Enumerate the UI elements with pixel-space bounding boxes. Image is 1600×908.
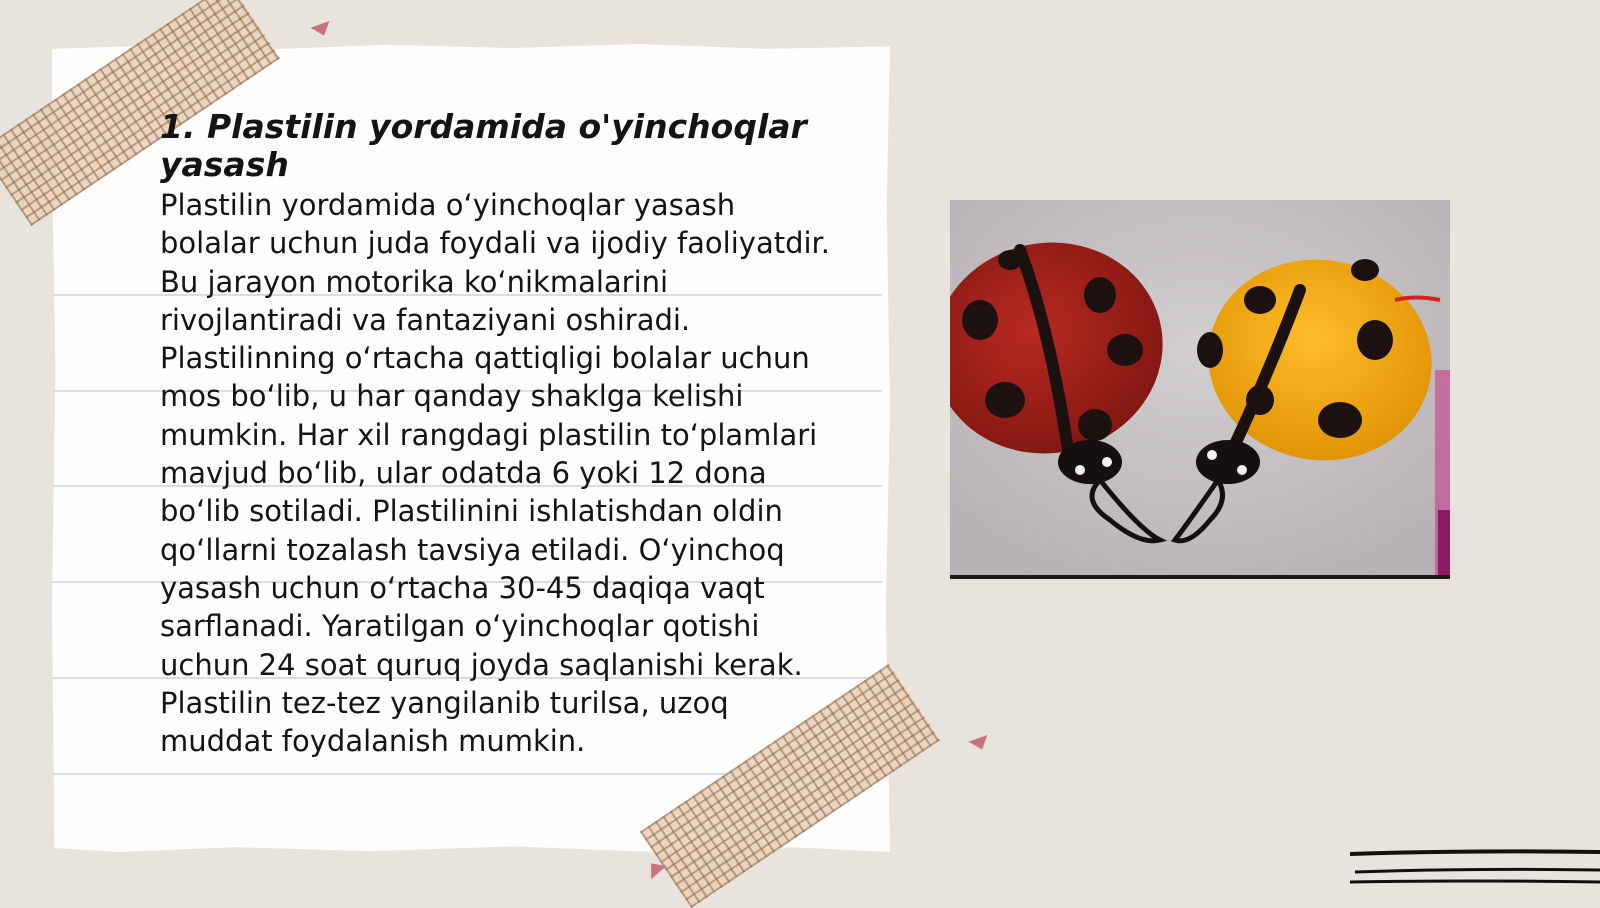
ladybug-photo: [950, 200, 1450, 579]
tape-tip-icon: [969, 735, 992, 753]
slide-title: 1. Plastilin yordamida o'yinchoqlar yasash: [160, 107, 807, 184]
tape-tip-icon: [311, 21, 334, 39]
ladybug-illustration: [950, 200, 1450, 575]
slide-body-text: Plastilin yordamida oʻyinchoqlar yasash bolalar uchun juda foydali va ijodiy faoliyatdir. Bu jarayon motorika koʻnikmalarini rivojlantiradi va fantaziyani oshiradi. Plastilinning oʻrtacha qattiqligi bolalar uchun mos boʻlib, u har qanday shaklga kelishi mumkin. Har xil rangdagi plastilin toʻplamlari mavjud boʻlib, ular odatda 6 yoki 12 dona boʻlib sotiladi. Plastilinini ishlatishdan oldin qoʻllarni tozalash tavsiya etiladi. Oʻyinchoq yasash uchun oʻrtacha 30-45 daqiqa vaqt sarflanadi. Yaratilgan oʻyinchoqlar qotishi uchun 24 soat quruq joyda saqlanishi kerak. Plastilin tez-tez yangilanib turilsa, uzoq muddat foydalanish mumkin.: [160, 188, 831, 759]
decorative-lines-icon: [1350, 848, 1600, 888]
